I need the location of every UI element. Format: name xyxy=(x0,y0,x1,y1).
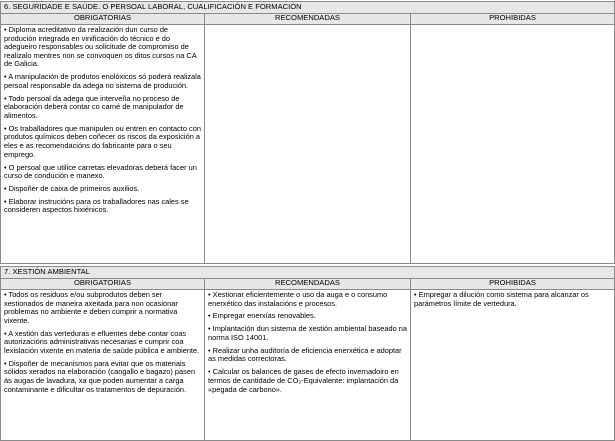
list-item: • Todo persoal da adega que interveña no proceso de elaboración deberá contar co carné de manipulador de alimentos. xyxy=(4,93,184,120)
obrigatorias-cell xyxy=(1,290,205,441)
list-item: • Realizar unha auditoría de eficiencia enerxética e adoptar as medidas correctoras. xyxy=(208,345,402,364)
list-item: • Calcular os balances de gases de efecto invernadoiro en termos de cantidade de CO₂-Equivalente: implantación da «pegada de carbono». xyxy=(208,367,399,394)
list-item: • A xestión das verteduras e efluentes debe contar coas autorizacións administrativas necesarias e cumprir coa lexislación vixente en materia de saúde pública e ambiente. xyxy=(4,328,200,355)
column-header-obrigatorias: OBRIGATORIAS xyxy=(1,279,205,290)
list-item: • A manipulación de produtos enolóxicos só poderá realizala persoal responsable da adega no sistema de produción. xyxy=(4,72,201,90)
list-item: • Todos os residuos e/ou subprodutos deben ser xestionados de maneira axeitada para non ocasionar problemas no ambiente e deben cumprir a normativa vixente. xyxy=(4,290,178,325)
list-item: • O persoal que utilice carretas elevadoras deberá facer un curso de condución e manexo. xyxy=(4,162,197,181)
section-title: 7. XESTIÓN AMBIENTAL xyxy=(1,267,615,279)
column-header-recomendadas: RECOMENDADAS xyxy=(205,279,411,290)
list-item: • Diploma acreditativo da realización dun curso de produción integrada en vinificación do técnico e do adegueiro responsables ou solicitude de compromiso de realizalo mentres non se convoquen os ditos cursos na CA de Galicia. xyxy=(4,25,197,69)
prohibidas-cell xyxy=(411,290,615,441)
column-header-prohibidas: PROHIBIDAS xyxy=(411,14,615,25)
column-header-prohibidas: PROHIBIDAS xyxy=(411,279,615,290)
list-item: • Xestionar eficientemente o uso da auga e o consumo enerxético das instalacións e procesos. xyxy=(208,290,388,308)
list-item: • Empregar a dilución como sistema para alcanzar os parámetros límite de vertedura. xyxy=(414,290,589,308)
column-header-obrigatorias: OBRIGATORIAS xyxy=(1,14,205,25)
prohibidas-cell xyxy=(411,25,615,264)
obrigatorias-cell xyxy=(1,25,205,264)
section-title: 6. SEGURIDADE E SAÚDE. O PERSOAL LABORAL, CUALIFICACIÓN E FORMACIÓN xyxy=(1,2,615,14)
recomendadas-cell xyxy=(205,290,411,441)
list-item: • Dispoñer de mecanismos para evitar que os materiais sólidos xerados na elaboración (cangallo e bagazo) pasen às augas de lavadura, xa que poden aumentar a carga contaminante e dificultar os tratamentos de depuración. xyxy=(4,358,196,394)
section-7-table xyxy=(0,266,615,441)
section-6-table xyxy=(0,1,615,264)
list-item: • Os traballadores que manipulen ou entren en contacto con produtos químicos deben coñecer os riscos da exposición a eles e as recomendacións do fabricante para o seu emprego. xyxy=(4,123,201,159)
recomendadas-cell xyxy=(205,25,411,264)
column-header-recomendadas: RECOMENDADAS xyxy=(205,14,411,25)
list-item: • Empregar enerxías renovables. xyxy=(208,311,316,321)
list-item: • Implantación dun sistema de xestión ambiental baseado na norma ISO 14001. xyxy=(208,324,407,342)
list-item: • Dispoñer de caixa de primeiros auxilios. xyxy=(4,183,140,193)
list-item: • Elaborar instrucións para os traballadores nas cales se consideren aspectos hixiénicos. xyxy=(4,196,189,215)
